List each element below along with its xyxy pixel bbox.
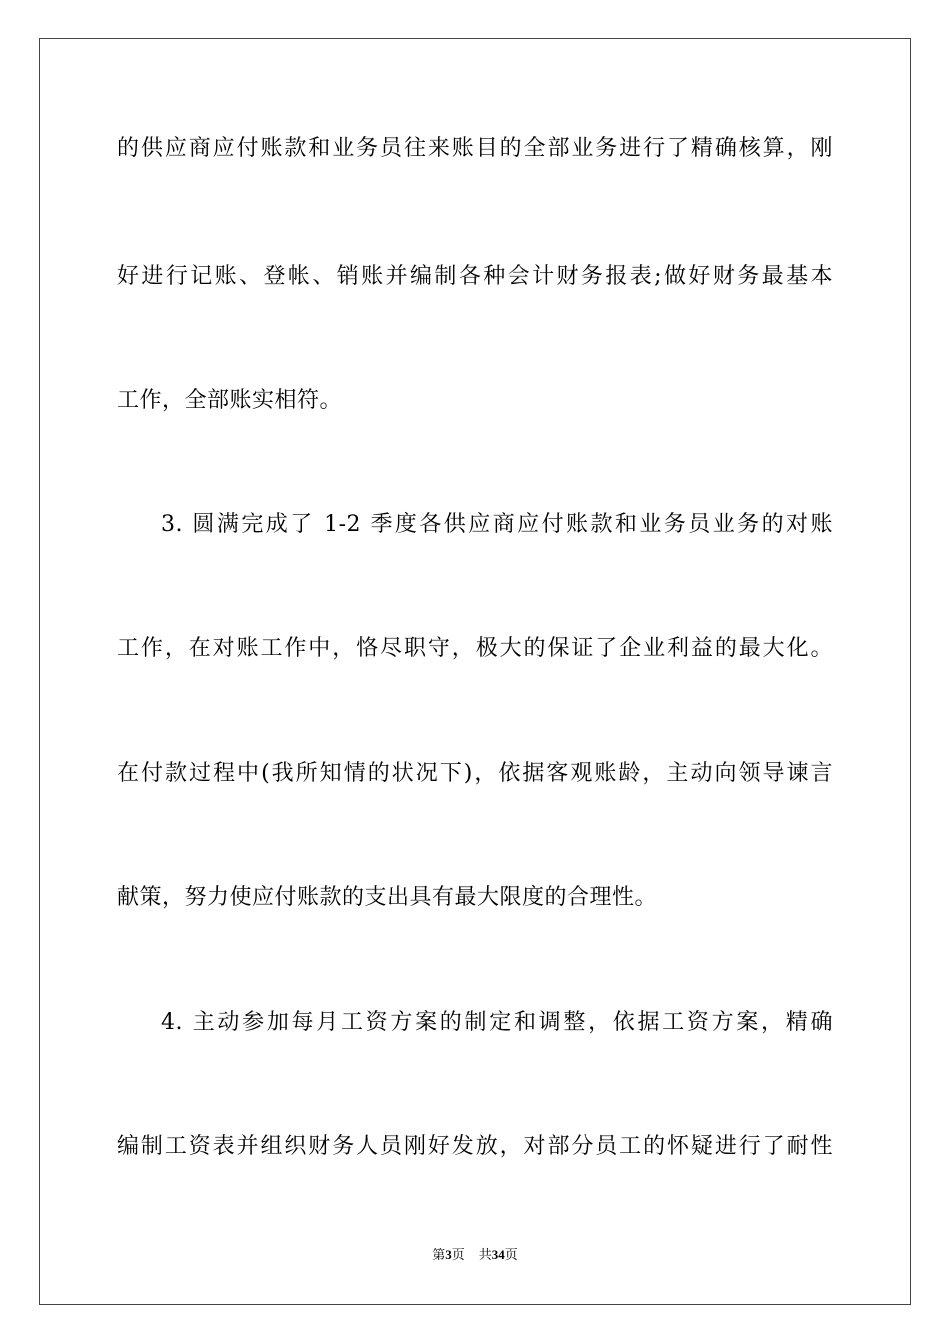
footer-total-suffix: 页	[504, 1247, 518, 1262]
footer-page-suffix: 页	[451, 1247, 465, 1262]
body-text-line: 好进行记账、登帐、销账并编制各种会计财务报表;做好财务最基本	[117, 264, 833, 289]
page-footer	[0, 1246, 950, 1264]
footer-page-prefix: 第	[432, 1247, 446, 1262]
body-text-line: 献策，努力使应付账款的支出具有最大限度的合理性。	[117, 885, 658, 910]
footer-total-prefix: 共	[478, 1247, 492, 1262]
list-item-3-line: 3. 圆满完成了 1-2 季度各供应商应付账款和业务员业务的对账	[161, 512, 833, 537]
body-text-line: 在付款过程中(我所知情的状况下)，依据客观账龄，主动向领导谏言	[117, 761, 833, 786]
body-text-line: 工作，全部账实相符。	[117, 388, 343, 413]
footer-page-number: 3	[445, 1247, 452, 1262]
body-text-line: 的供应商应付账款和业务员往来账目的全部业务进行了精确核算，刚	[117, 136, 833, 161]
body-text-line: 工作，在对账工作中，恪尽职守，极大的保证了企业利益的最大化。	[117, 636, 833, 661]
page-border	[39, 38, 911, 1305]
list-item-4-line: 4. 主动参加每月工资方案的制定和调整，依据工资方案，精确	[161, 1010, 833, 1035]
footer-total-pages: 34	[491, 1247, 505, 1262]
body-text-line: 编制工资表并组织财务人员刚好发放，对部分员工的怀疑进行了耐性	[117, 1134, 833, 1159]
